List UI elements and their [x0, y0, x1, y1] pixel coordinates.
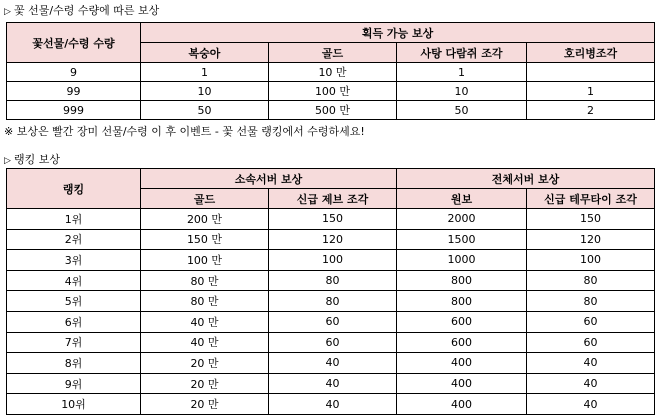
header-row — [7, 169, 655, 189]
table-cell: 100 — [527, 250, 655, 271]
table-cell: 2위 — [7, 229, 141, 250]
header-count: 꽃선물/수령 수량 — [7, 23, 141, 63]
table-cell: 60 — [269, 332, 397, 353]
table-cell: 1 — [141, 63, 269, 82]
table-cell: 600 — [397, 311, 527, 332]
table-cell: 1500 — [397, 229, 527, 250]
table-cell: 60 — [269, 311, 397, 332]
table-cell: 60 — [527, 311, 655, 332]
table-cell: 40 — [527, 394, 655, 415]
header-rank: 랭킹 — [7, 169, 141, 209]
table-cell: 20 만 — [141, 394, 269, 415]
table-cell: 150 만 — [141, 229, 269, 250]
table-cell: 10 — [141, 82, 269, 101]
table-body — [7, 63, 655, 120]
table-cell: 800 — [397, 291, 527, 312]
ranking-reward-table — [6, 168, 655, 415]
header-group: 획득 가능 보상 — [141, 23, 655, 43]
header-row — [7, 23, 655, 43]
section1-title-text: 꽃 선물/수령 수량에 따른 보상 — [14, 4, 160, 17]
table-row — [7, 82, 655, 101]
table-row — [7, 394, 655, 415]
table-cell: 100 — [269, 250, 397, 271]
table-cell: 80 — [269, 270, 397, 291]
table-cell: 50 — [397, 101, 527, 120]
column-header: 신급 테무타이 조각 — [527, 189, 655, 209]
table-row — [7, 311, 655, 332]
table-row — [7, 353, 655, 374]
table-cell: 10위 — [7, 394, 141, 415]
table-cell: 100 만 — [269, 82, 397, 101]
table-cell: 80 — [527, 270, 655, 291]
table-row — [7, 291, 655, 312]
table-cell: 999 — [7, 101, 141, 120]
table-row — [7, 63, 655, 82]
table-cell: 2 — [527, 101, 655, 120]
table-row — [7, 270, 655, 291]
table-cell: 2000 — [397, 209, 527, 230]
table-cell: 150 — [269, 209, 397, 230]
table-cell: 400 — [397, 394, 527, 415]
table-cell: 80 — [527, 291, 655, 312]
table-cell: 80 — [269, 291, 397, 312]
table-cell: 40 — [527, 353, 655, 374]
table-cell: 40 — [527, 373, 655, 394]
table-cell: 40 만 — [141, 311, 269, 332]
table-row — [7, 373, 655, 394]
table-row — [7, 209, 655, 230]
table-cell: 1 — [527, 82, 655, 101]
table-cell: 1000 — [397, 250, 527, 271]
table-cell: 40 — [269, 373, 397, 394]
header-local-server: 소속서버 보상 — [141, 169, 397, 189]
triangle-right-icon: ▷ — [4, 156, 11, 166]
table-cell: 1위 — [7, 209, 141, 230]
column-header: 사탕 다람쥐 조각 — [397, 43, 527, 63]
table-cell: 9 — [7, 63, 141, 82]
table-cell: 9위 — [7, 373, 141, 394]
column-header: 원보 — [397, 189, 527, 209]
table-row — [7, 250, 655, 271]
table-cell: 60 — [527, 332, 655, 353]
table-cell: 20 만 — [141, 373, 269, 394]
table-cell: 20 만 — [141, 353, 269, 374]
column-header: 골드 — [141, 189, 269, 209]
table-cell: 800 — [397, 270, 527, 291]
table-row — [7, 229, 655, 250]
table-cell: 99 — [7, 82, 141, 101]
table-cell: 400 — [397, 373, 527, 394]
table-row — [7, 332, 655, 353]
column-header: 복숭아 — [141, 43, 269, 63]
table-cell: 40 — [269, 394, 397, 415]
triangle-right-icon: ▷ — [4, 7, 11, 17]
reward-note: ※ 보상은 빨간 장미 선물/수령 이 후 이벤트 - 꽃 선물 랭킹에서 수령하세요! — [4, 125, 365, 138]
table-cell: 6위 — [7, 311, 141, 332]
flower-reward-table — [6, 22, 655, 120]
table-cell: 4위 — [7, 270, 141, 291]
table-cell: 7위 — [7, 332, 141, 353]
table-cell: 40 — [269, 353, 397, 374]
table-cell: 80 만 — [141, 270, 269, 291]
table-cell: 200 만 — [141, 209, 269, 230]
column-header: 호리병조각 — [527, 43, 655, 63]
table-cell: 40 만 — [141, 332, 269, 353]
table-cell: 1 — [397, 63, 527, 82]
section2-title-text: 랭킹 보상 — [14, 153, 61, 166]
table-cell: 600 — [397, 332, 527, 353]
table-cell: 400 — [397, 353, 527, 374]
table-row — [7, 101, 655, 120]
section2-title — [4, 153, 60, 168]
table-cell: 100 만 — [141, 250, 269, 271]
column-header: 신급 제브 조각 — [269, 189, 397, 209]
column-header: 골드 — [269, 43, 397, 63]
table-cell: 5위 — [7, 291, 141, 312]
table-cell: 10 — [397, 82, 527, 101]
table-cell: 10 만 — [269, 63, 397, 82]
table-cell: 150 — [527, 209, 655, 230]
table-body — [7, 209, 655, 415]
table-cell: 500 만 — [269, 101, 397, 120]
table-cell: 3위 — [7, 250, 141, 271]
table-cell: 80 만 — [141, 291, 269, 312]
table-cell: 120 — [527, 229, 655, 250]
table-cell — [527, 63, 655, 82]
section1-title — [4, 4, 159, 19]
header-all-server: 전체서버 보상 — [397, 169, 655, 189]
table-cell: 8위 — [7, 353, 141, 374]
table-cell: 50 — [141, 101, 269, 120]
table-cell: 120 — [269, 229, 397, 250]
